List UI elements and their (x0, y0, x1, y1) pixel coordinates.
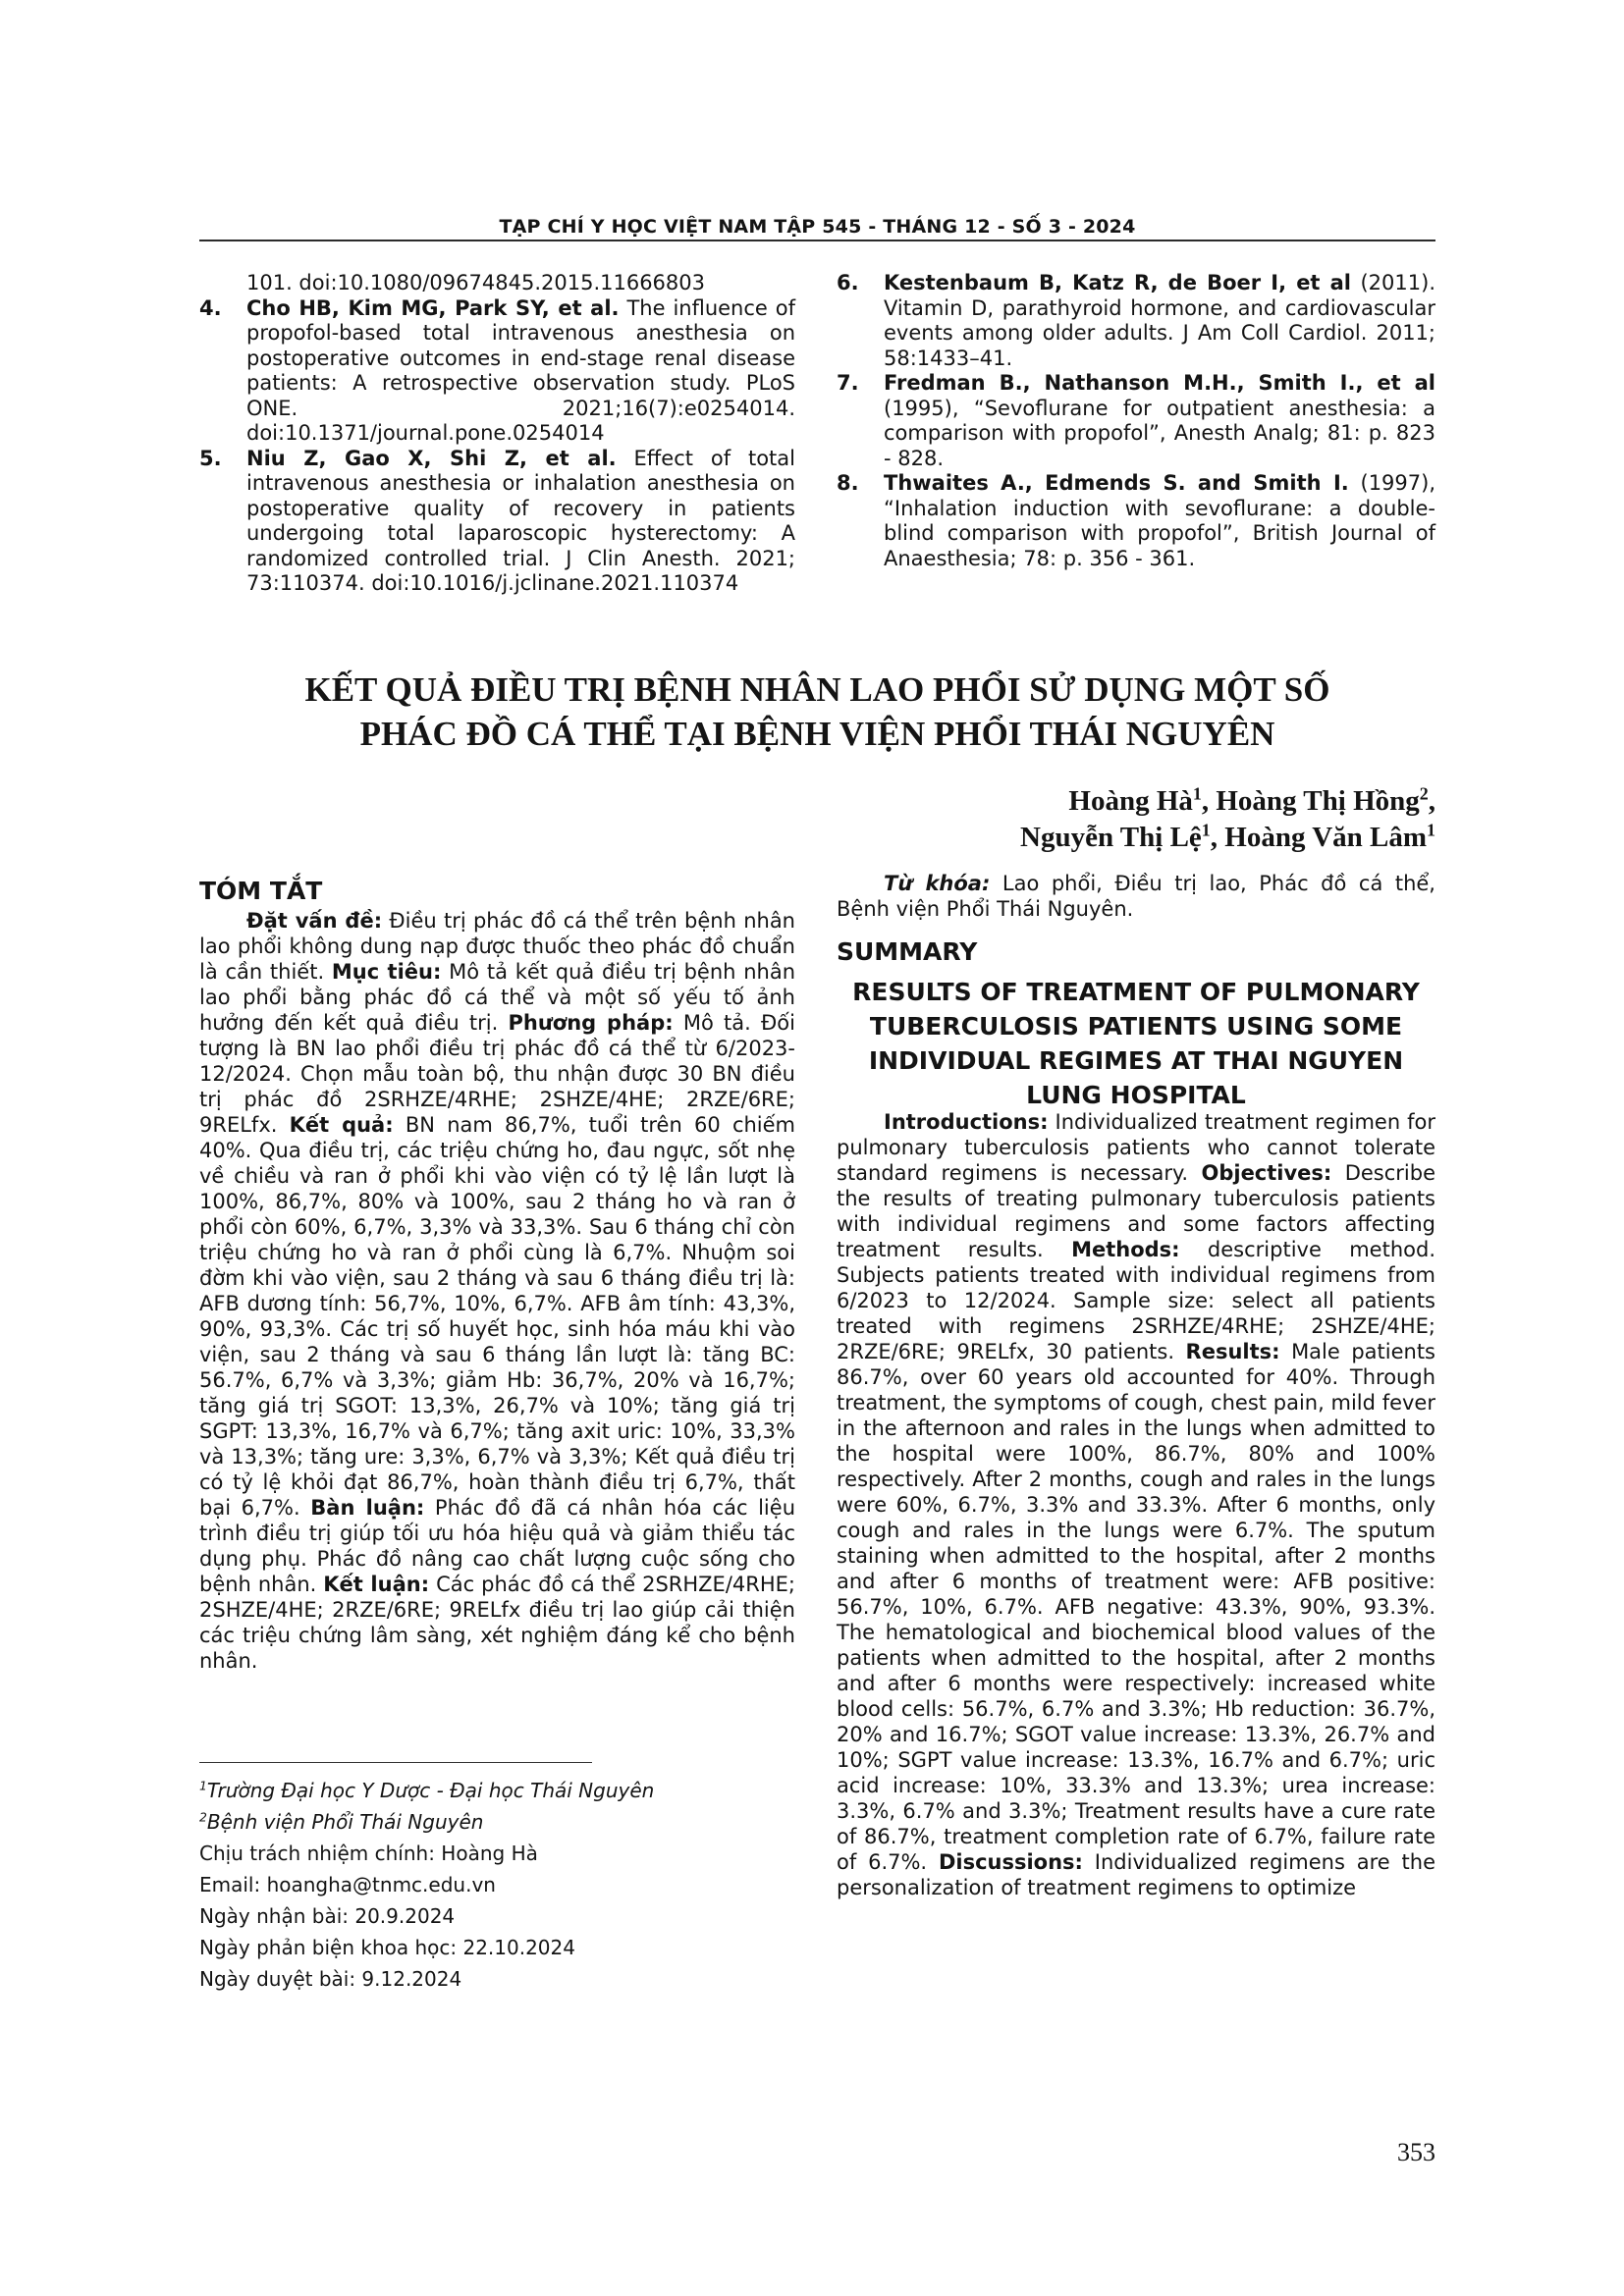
reference-number: 5. (199, 446, 222, 470)
reference-item (837, 271, 1435, 371)
abstract-text: Describe the results of treating pulmonary tuberculosis patients with individual regimens and some factors affecting treatment results. (837, 1161, 1435, 1261)
reference-item (199, 271, 795, 296)
abstract-label: Phương pháp: (508, 1011, 674, 1035)
author-line (199, 820, 1435, 856)
abstract-text: Điều trị phác đồ cá thể trên bệnh nhân lao phổi không dung nạp được thuốc theo phác đồ chuẩn là cần thiết. (199, 909, 795, 984)
abstract-label: Objectives: (1201, 1161, 1332, 1185)
article-title (199, 667, 1435, 756)
affiliation-footnote (199, 1806, 795, 1838)
reference-item (199, 296, 795, 447)
reference-text: (1997), “Inhalation induction with sevoflurane: a double-blind comparison with propofol”, British Journal of Anaesthesia; 78: p. 356 - 361. (884, 471, 1436, 570)
reference-authors: Thwaites A., Edmends S. and Smith I. (884, 471, 1349, 495)
abstract-en-body (837, 1109, 1435, 1900)
summary-heading: SUMMARY (837, 937, 978, 966)
reference-text: The influence of propofol-based total intravenous anesthesia on postoperative outcomes in end-stage renal disease patients: A retrospective observation study. PLoS ONE. 2021;16(7):e0254014. doi:10.1371/journal.pone.0254014 (246, 295, 796, 445)
abstract-vi-heading: TÓM TẮT (199, 877, 323, 905)
abstract-label: Introductions: (884, 1110, 1049, 1134)
summary-title (837, 975, 1435, 1112)
summary-title-line: TUBERCULOSIS PATIENTS USING SOME (869, 1012, 1403, 1041)
reference-item (199, 447, 795, 597)
article-title-line: PHÁC ĐỒ CÁ THỂ TẠI BỆNH VIỆN PHỔI THÁI NGUYÊN (359, 715, 1275, 753)
affiliation-mark: 2 (1419, 783, 1429, 804)
abstract-vi-body (199, 908, 795, 1674)
affiliation-mark: 1 (199, 1778, 207, 1793)
abstract-text: descriptive method. Subjects patients treated with individual regimens from 6/2023 to 12/2024. Sample size: select all patients treated with regimens 2SRHZE/4RHE; 2SHZE/4HE; 2RZE/6RE; 9RELfx, 30 patients. (837, 1238, 1435, 1363)
journal-header: TẠP CHÍ Y HỌC VIỆT NAM TẬP 545 - THÁNG 12 - SỐ 3 - 2024 (499, 216, 1136, 238)
author-name: Nguyễn Thị Lệ (1020, 822, 1202, 853)
author-line (199, 783, 1435, 820)
affiliation-footnote (199, 1775, 795, 1806)
reference-number: 8. (837, 471, 859, 495)
reference-authors: Niu Z, Gao X, Shi Z, et al. (246, 446, 617, 470)
date-reviewed: Ngày phản biện khoa học: 22.10.2024 (199, 1936, 575, 1959)
header-divider (199, 240, 1435, 241)
abstract-text: Male patients 86.7%, over 60 years old accounted for 40%. Through treatment, the symptoms of cough, chest pain, mild fever in the afternoon and rales in the lungs when admitted to the hospital were 100%, 86.7%, 80% and 100% respectively. After 2 months, cough and rales in the lungs were 60%, 6.7%, 3.3% and 33.3%. After 6 months, only cough and rales in the lungs were 6.7%. The sputum staining when admitted to the hospital, after 2 months and after 6 months of treatment were: AFB positive: 56.7%, 10%, 6.7%. AFB negative: 43.3%, 90%, 93.3%. The hematological and biochemical blood values of the patients when admitted to the hospital, after 2 months and after 6 months were respectively: increased white blood cells: 56.7%, 6.7% and 3.3%; Hb reduction: 36.7%, 20% and 16.7%; SGOT value increase: 13.3%, 26.7% and 10%; SGPT value increase: 13.3%, 16.7% and 6.7%; uric acid increase: 10%, 33.3% and 13.3%; urea increase: 3.3%, 6.7% and 3.3%; Treatment results have a cure rate of 86.7%, treatment completion rate of 6.7%, failure rate of 6.7%. (837, 1340, 1435, 1874)
abstract-label: Kết quả: (289, 1113, 394, 1137)
reference-text: (1995), “Sevoflurane for outpatient anesthesia: a comparison with propofol”, Anesth Analg; 81: p. 823 - 828. (884, 396, 1435, 470)
reference-body (246, 296, 795, 447)
affiliation-mark: 1 (1427, 820, 1435, 840)
author-list (199, 783, 1435, 856)
reference-item (837, 371, 1435, 471)
abstract-label: Mục tiêu: (331, 960, 442, 984)
affiliation-text: Bệnh viện Phổi Thái Nguyên (206, 1810, 484, 1834)
corresponding-author: Chịu trách nhiệm chính: Hoàng Hà (199, 1842, 538, 1865)
affiliation-text: Trường Đại học Y Dược - Đại học Thái Nguyên (206, 1779, 655, 1802)
abstract-label: Đặt vấn đề: (246, 909, 383, 933)
summary-title-line: RESULTS OF TREATMENT OF PULMONARY (852, 978, 1420, 1006)
reference-text: 101. doi:10.1080/09674845.2015.11666803 (246, 271, 706, 294)
reference-authors: Kestenbaum B, Katz R, de Boer I, et al (884, 271, 1351, 294)
abstract-text: Individualized regimens are the personalization of treatment regimens to optimize (837, 1850, 1435, 1899)
abstract-label: Methods: (1071, 1238, 1180, 1261)
reference-text: (2011). Vitamin D, parathyroid hormone, and cardiovascular events among older adults. J Am Coll Cardiol. 2011; 58:1433–41. (884, 271, 1435, 370)
reference-body (884, 271, 1435, 371)
reference-body (884, 371, 1435, 471)
author-separator: , (1201, 785, 1217, 817)
abstract-label: Bàn luận: (310, 1496, 425, 1520)
author-separator: , (1210, 822, 1225, 853)
abstract-text: Mô tả. Đối tượng là BN lao phổi điều trị phác đồ cá thể từ 6/2023-12/2024. Chọn mẫu toàn bộ, thu nhận được 30 BN điều trị phác đồ 2SRHZE/4RHE; 2SHZE/4HE; 2RZE/6RE; 9RELfx. (199, 1011, 795, 1137)
date-received: Ngày nhận bài: 20.9.2024 (199, 1904, 456, 1928)
abstract-label: Kết luận: (323, 1573, 430, 1596)
author-name: Hoàng Văn Lâm (1224, 822, 1428, 853)
reference-number: 7. (837, 371, 859, 395)
reference-text: Effect of total intravenous anesthesia or inhalation anesthesia on postoperative quality of recovery in patients undergoing total laparoscopic hysterectomy: A randomized controlled trial. J Clin Anesth. 2021; 73:110374. doi:10.1016/j.jclinane.2021.110374 (246, 446, 795, 595)
affiliation-mark: 1 (1201, 820, 1211, 840)
keywords-text: Lao phổi, Điều trị lao, Phác đồ cá thể, Bệnh viện Phổi Thái Nguyên. (837, 872, 1435, 921)
abstract-label: Results: (1185, 1340, 1280, 1363)
affiliation-mark: 1 (1192, 783, 1202, 804)
contact-email: Email: hoangha@tnmc.edu.vn (199, 1873, 496, 1896)
footnote-divider (199, 1762, 592, 1763)
reference-number: 6. (837, 271, 859, 294)
reference-number: 4. (199, 295, 222, 320)
summary-title-line: LUNG HOSPITAL (1026, 1081, 1246, 1109)
page-number: 353 (1397, 2138, 1435, 2166)
abstract-text: BN nam 86,7%, tuổi trên 60 chiếm 40%. Qua điều trị, các triệu chứng ho, đau ngực, sốt nhẹ về chiều và ran ở phổi khi vào viện có tỷ lệ lần lượt là 100%, 86,7%, 80% và 100%, sau 2 tháng ho và ran ở phổi còn 60%, 6,7%, 3,3% và 33,3%. Sau 6 tháng chỉ còn triệu chứng ho và ran ở phổi cùng là 6,7%. Nhuộm soi đờm khi vào viện, sau 2 tháng và sau 6 tháng điều trị là: AFB dương tính: 56,7%, 10%, 6,7%. AFB âm tính: 43,3%, 90%, 93,3%. Các trị số huyết học, sinh hóa máu khi vào viện, sau 2 tháng và sau 6 tháng lần lượt là: tăng BC: 56.7%, 6,7% và 3,3%; giảm Hb: 36,7%, 20% và 16,7%; tăng giá trị SGOT: 13,3%, 26,7% và 10%; tăng giá trị SGPT: 13,3%, 16,7% và 6,7%; tăng axit uric: 10%, 33,3% và 13,3%; tăng ure: 3,3%, 6,7% và 3,3%; Kết quả điều trị có tỷ lệ khỏi đạt 86,7%, hoàn thành điều trị 6,7%, thất bại 6,7%. (199, 1113, 796, 1520)
reference-body (246, 447, 795, 597)
references-left-column (199, 271, 795, 597)
reference-item (837, 471, 1435, 571)
author-separator: , (1428, 785, 1435, 817)
keywords-label: Từ khóa: (884, 872, 991, 895)
abstract-text: Các phác đồ cá thể 2SRHZE/4RHE; 2SHZE/4HE; 2RZE/6RE; 9RELfx điều trị lao giúp cải thiện các triệu chứng lâm sàng, xét nghiệm đáng kể cho bệnh nhân. (199, 1573, 795, 1673)
abstract-text: Mô tả kết quả điều trị bệnh nhân lao phổi bằng phác đồ cá thể và một số yếu tố ảnh hưởng đến kết quả điều trị. (199, 960, 796, 1035)
date-accepted: Ngày duyệt bài: 9.12.2024 (199, 1967, 462, 1991)
keywords (837, 871, 1435, 922)
summary-title-line: INDIVIDUAL REGIMES AT THAI NGUYEN (868, 1046, 1404, 1075)
reference-authors: Fredman B., Nathanson M.H., Smith I., et al (884, 371, 1435, 395)
footnotes (199, 1775, 795, 1995)
abstract-text: Phác đồ đã cá nhân hóa các liệu trình điều trị giúp tối ưu hóa hiệu quả và giảm thiểu tác dụng phụ. Phác đồ nâng cao chất lượng cuộc sống cho bệnh nhân. (199, 1496, 795, 1596)
affiliation-mark: 2 (199, 1809, 207, 1825)
article-title-line: KẾT QUẢ ĐIỀU TRỊ BỆNH NHÂN LAO PHỔI SỬ DỤNG MỘT SỐ (304, 670, 1330, 709)
abstract-label: Discussions: (938, 1850, 1083, 1874)
references-right-column (837, 271, 1435, 571)
reference-body (884, 471, 1435, 571)
reference-authors: Cho HB, Kim MG, Park SY, et al. (246, 295, 620, 320)
author-name: Hoàng Hà (1068, 785, 1193, 817)
abstract-text: Individualized treatment regimen for pulmonary tuberculosis patients who cannot tolerate standard regimens is necessary. (837, 1110, 1435, 1185)
author-name: Hoàng Thị Hồng (1216, 785, 1420, 817)
